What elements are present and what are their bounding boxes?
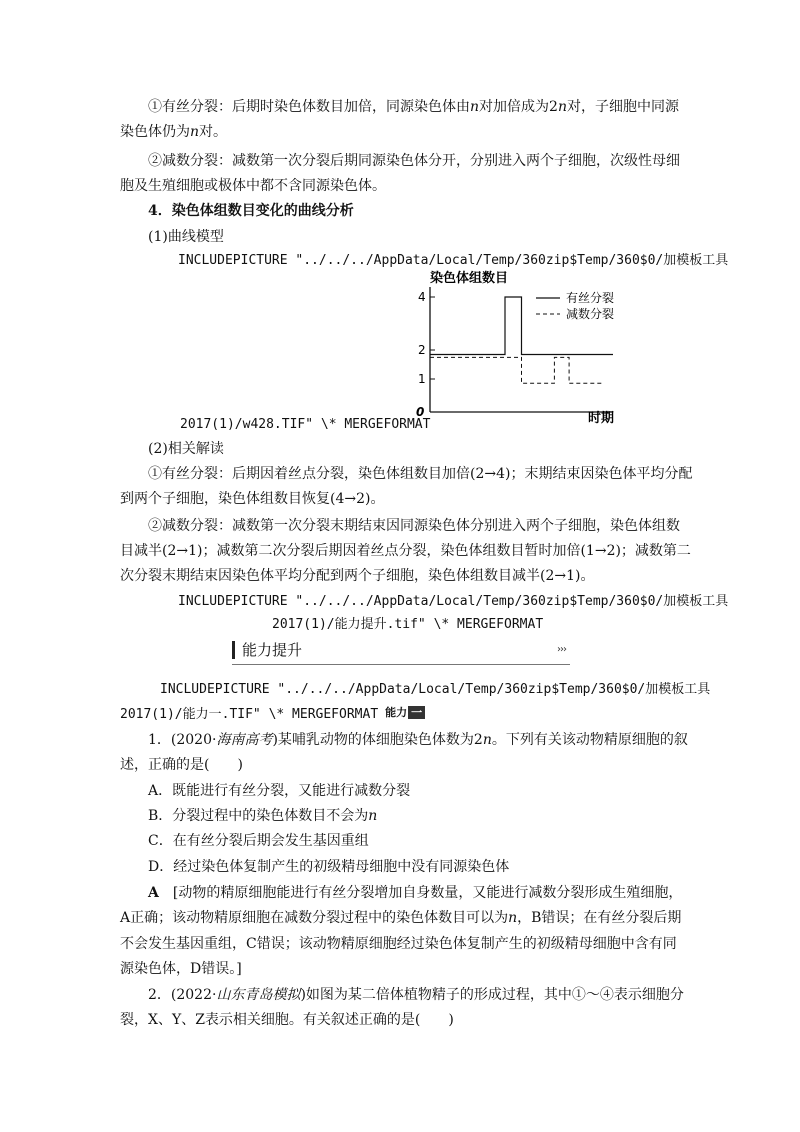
include-field-3-line2: 2017(1)/能力一.TIF" \* MERGEFORMAT [120,707,379,722]
paragraph-meiosis-sets: ②减数分裂：减数第一次分裂末期结束因同源染色体分别进入两个子细胞，染色体组数 [148,518,680,534]
include-field-line1: INCLUDEPICTURE "../../../AppData/Local/Temp/360zip$Temp/360$0/加模板工具 [178,253,729,268]
paragraph-meiosis-sets-cont1: 目减半(2→1)；减数第二次分裂后期因着丝点分裂，染色体组数目暂时加倍(1→2)；减数第二 [120,543,691,559]
y-tick-label-1: 1 [418,372,426,386]
include-field-2-line2: 2017(1)/能力提升.tif" \* MERGEFORMAT [272,617,544,632]
question-1-option-d: D．经过染色体复制产生的初级精母细胞中没有同源染色体 [148,859,510,875]
answer-1-line4: 源染色体，D错误。] [120,961,242,977]
answer-1-line3: 不会发生基因重组，C错误；该动物精原细胞经过染色体复制产生的初级精母细胞中含有同 [120,936,677,952]
y-tick-label-2: 2 [418,343,426,357]
series-meiosis-line [430,357,604,383]
question-2-stem: 2．(2022·山东青岛模拟)如图为某二倍体植物精子的形成过程，其中①～④表示细胞分 [148,987,684,1003]
legend-solid-label: 有丝分裂 [566,291,615,305]
answer-1-line1: A [动物的精原细胞能进行有丝分裂增加自身数量，又能进行减数分裂形成生殖细胞， [148,885,683,901]
chevrons-right-icon: ››› [557,644,566,655]
include-field-3-line1: INCLUDEPICTURE "../../../AppData/Local/Temp/360zip$Temp/360$0/加模板工具 [160,682,711,697]
question-1-stem: 1．(2020·海南高考)某哺乳动物的体细胞染色体数为2n。下列有关该动物精原细胞的叙 [148,732,688,748]
legend-dashed-label: 减数分裂 [566,307,615,321]
subheading-curve-model: (1)曲线模型 [148,229,224,245]
subheading-interpretation: (2)相关解读 [148,441,224,457]
paragraph-mitosis-homologs: ①有丝分裂：后期时染色体数目加倍，同源染色体由n对加倍成为2n对，子细胞中同源 [148,99,679,115]
section-marker [232,641,235,659]
paragraph-meiosis-homologs-cont: 胞及生殖细胞或极体中都不含同源染色体。 [120,178,386,194]
question-1-stem-cont: 述，正确的是( ) [120,757,243,773]
answer-1-line2: A正确；该动物精原细胞在减数分裂过程中的染色体数目可以为n，B错误；在有丝分裂后期 [120,910,682,926]
heading-section-4: 4．染色体组数目变化的曲线分析 [148,203,354,219]
paragraph-meiosis-sets-cont2: 次分裂末期结束因染色体平均分配到两个子细胞，染色体组数目减半(2→1)。 [120,568,595,584]
series-mitosis-line [430,297,613,355]
ability-one-badge: 能力 一 [384,706,425,720]
question-1-option-b: B．分裂过程中的染色体数目不会为n [148,808,378,824]
question-1-option-c: C．在有丝分裂后期会发生基因重组 [148,833,369,849]
y-axis-title: 染色体组数目 [430,271,509,286]
question-2-stem-cont: 裂，X、Y、Z表示相关细胞。有关叙述正确的是( ) [120,1012,454,1028]
paragraph-mitosis-sets: ①有丝分裂：后期因着丝点分裂，染色体组数目加倍(2→4)；末期结束因染色体平均分配 [148,466,693,482]
paragraph-mitosis-sets-cont: 到两个子细胞，染色体组数目恢复(4→2)。 [120,491,385,507]
section-title: 能力提升 [242,641,303,659]
x-axis-label: 时期 [588,411,615,425]
question-1-option-a: A．既能进行有丝分裂，又能进行减数分裂 [148,783,411,799]
paragraph-meiosis-homologs: ②减数分裂：减数第一次分裂后期同源染色体分开，分别进入两个子细胞，次级性母细 [148,153,680,169]
origin-label: 0 [416,405,425,419]
include-field-2-line1: INCLUDEPICTURE "../../../AppData/Local/Temp/360zip$Temp/360$0/加模板工具 [178,594,729,609]
section-header-ability [232,638,570,665]
include-field-3-line2-row [120,702,425,727]
chromosome-set-curve-figure [408,270,638,425]
include-field-line2: 2017(1)/w428.TIF" \* MERGEFORMAT [180,417,431,432]
y-tick-label-4: 4 [418,290,426,304]
paragraph-mitosis-homologs-cont: 染色体仍为n对。 [120,124,228,140]
